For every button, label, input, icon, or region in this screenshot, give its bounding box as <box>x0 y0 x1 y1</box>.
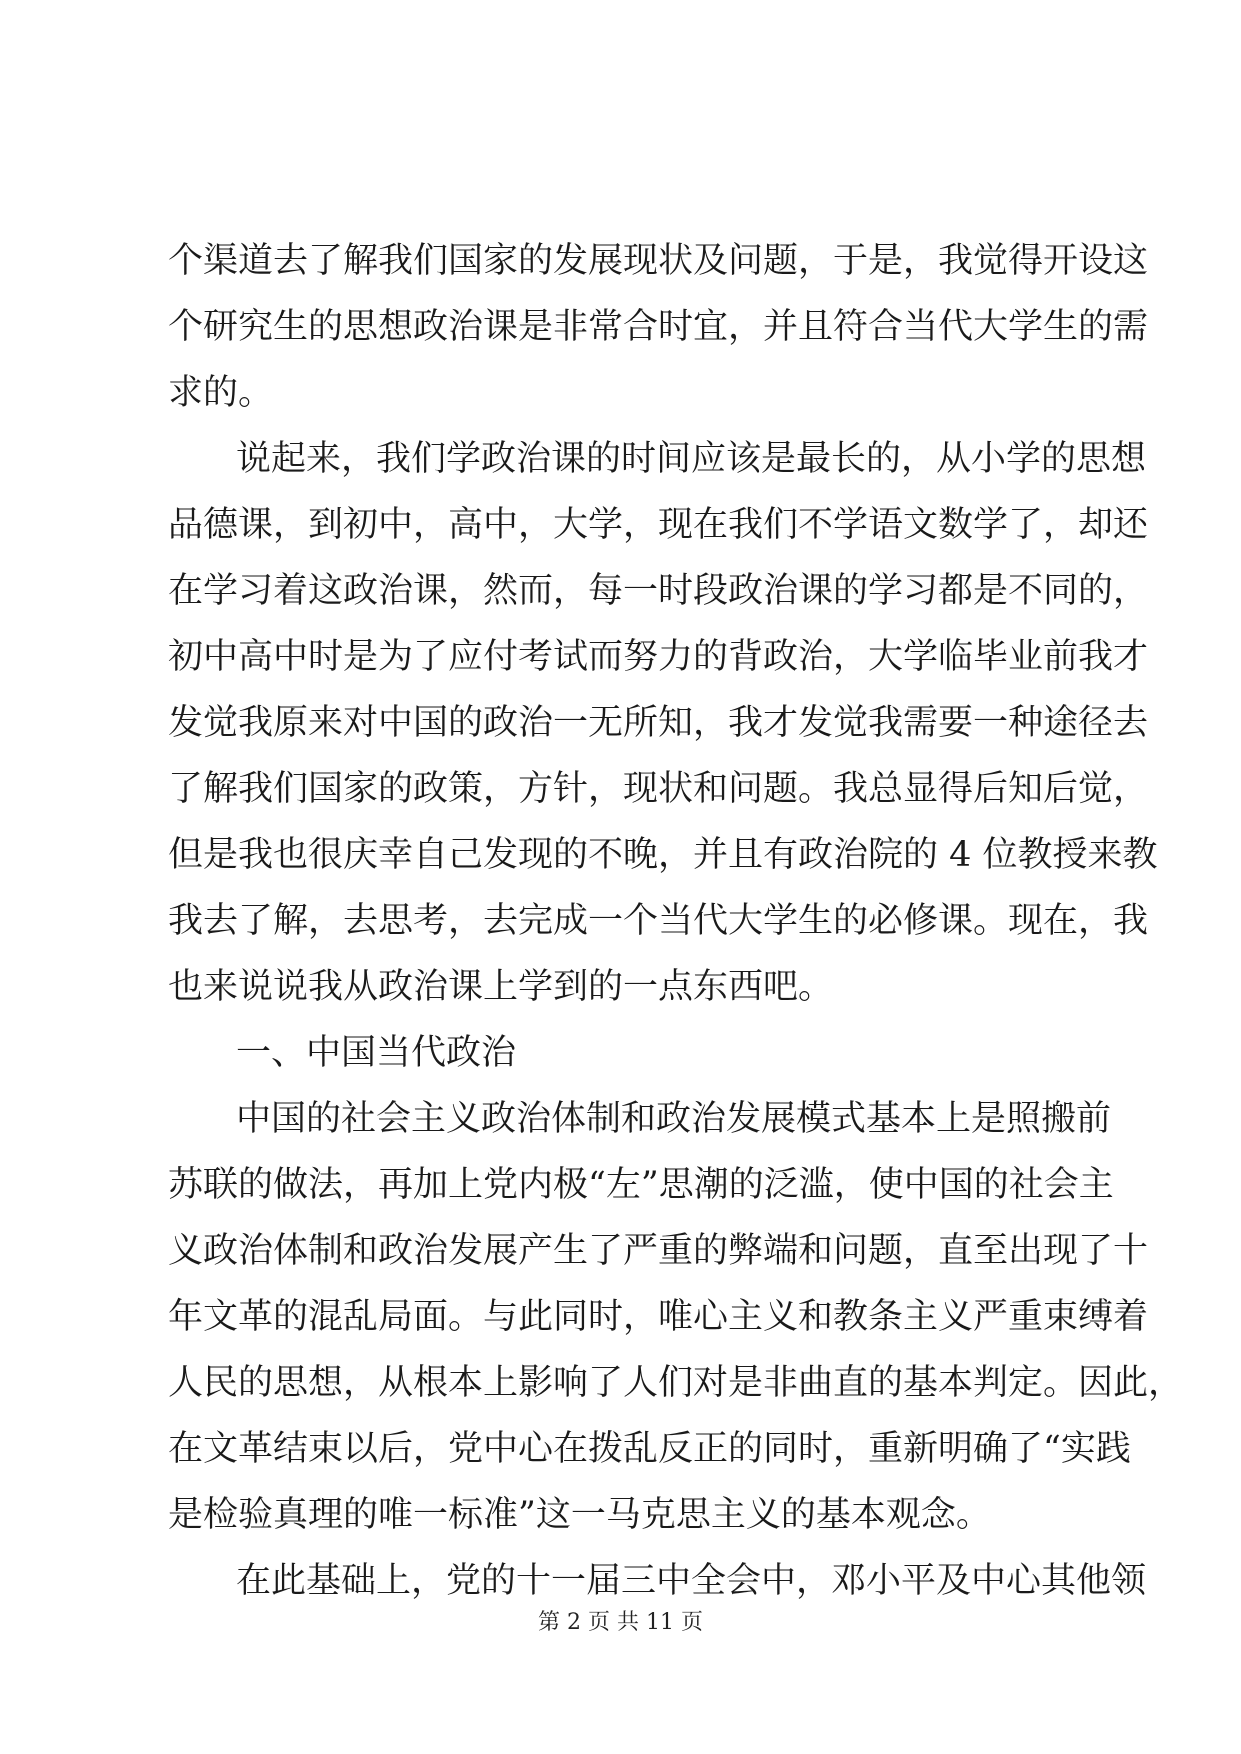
text-line: 了解我们国家的政策，方针，现状和问题。我总显得后知后觉， <box>168 769 1149 809</box>
text-line: 初中高中时是为了应付考试而努力的背政治，大学临毕业前我才 <box>168 637 1149 677</box>
text-line: 求的。 <box>168 373 274 413</box>
text-line: 个渠道去了解我们国家的发展现状及问题，于是，我觉得开设这 <box>168 241 1149 281</box>
text-line: 个研究生的思想政治课是非常合时宜，并且符合当代大学生的需 <box>168 307 1149 347</box>
text-line: 说起来，我们学政治课的时间应该是最长的，从小学的思想 <box>236 439 1147 479</box>
text-line: 也来说说我从政治课上学到的一点东西吧。 <box>168 967 834 1007</box>
text-line: 但是我也很庆幸自己发现的不晚，并且有政治院的 4 位教授来教 <box>168 835 1158 875</box>
page-number-footer: 第 2 页 共 11 页 <box>538 1610 703 1635</box>
text-line: 人民的思想，从根本上影响了人们对是非曲直的基本判定。因此， <box>168 1363 1184 1403</box>
text-line: 中国的社会主义政治体制和政治发展模式基本上是照搬前 <box>236 1099 1112 1139</box>
text-line: 品德课，到初中，高中，大学，现在我们不学语文数学了，却还 <box>168 505 1149 545</box>
text-line: 在学习着这政治课，然而，每一时段政治课的学习都是不同的， <box>168 571 1149 611</box>
text-line: 我去了解，去思考，去完成一个当代大学生的必修课。现在，我 <box>168 901 1149 941</box>
text-line: 发觉我原来对中国的政治一无所知，我才发觉我需要一种途径去 <box>168 703 1149 743</box>
body-text <box>168 228 1184 1614</box>
text-line: 是检验真理的唯一标准”这一马克思主义的基本观念。 <box>168 1495 991 1535</box>
text-line: 年文革的混乱局面。与此同时，唯心主义和教条主义严重束缚着 <box>168 1297 1149 1337</box>
text-line: 在文革结束以后，党中心在拨乱反正的同时，重新明确了“实践 <box>168 1429 1131 1469</box>
text-line: 在此基础上，党的十一届三中全会中，邓小平及中心其他领 <box>236 1561 1147 1601</box>
text-line: 苏联的做法，再加上党内极“左”思潮的泛滥，使中国的社会主 <box>168 1165 1114 1205</box>
section-heading: 一、中国当代政治 <box>236 1033 517 1073</box>
text-line: 义政治体制和政治发展产生了严重的弊端和问题，直至出现了十 <box>168 1231 1149 1271</box>
